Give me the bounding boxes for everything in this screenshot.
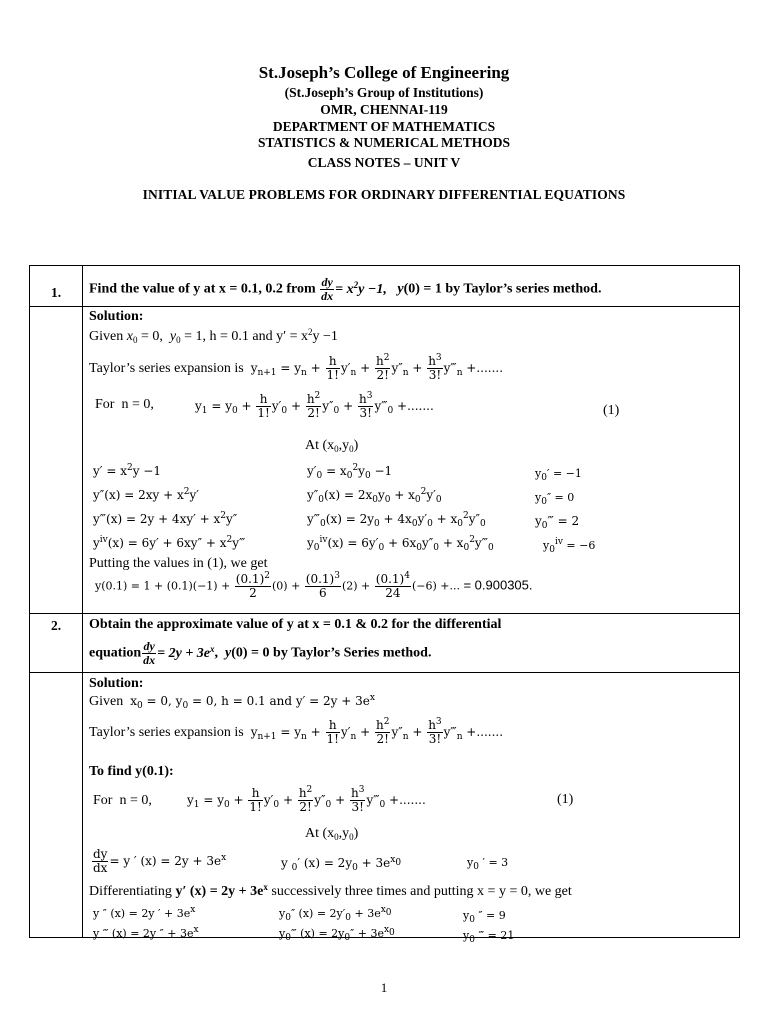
college-address: OMR, CHENNAI-119	[320, 102, 448, 117]
problem-1-question: Find the value of y at x = 0.1, 0.2 from $\frac{dy}{dx}$ = $x^2y -1$, y(0) = 1 by Taylor’s series method.	[83, 266, 740, 307]
problem-2-solution: Solution: Given $x_0 = 0$, $y_0 = 0$, h = 0.1 and $y' = 2y + 3e^x$ Taylor’s series expansion is $y_{n+1} = y_n$ + $\frac{h}{1!}$ $y'_n$ + $\frac{h^2}{2!}$ $y''_n$ + $\frac{h^3}{3!}$ $y‴_n$ +....... To find y(0.1): For n = 0, $y_1 = y_0$ + $\frac{h}{1!}$ $y'_0$ + $\frac{h^2}{2!}$ $y''_0$ + $\frac{h^3}{3!}$ $y‴_0$ +....... (1) At $(x_0,y_0)$ $\frac{dy}{dx}$ = y ′ $(x) = 2y + 3e^x$ y $_0$′ $(x) = 2y_0 + 3e^{x_0}$ $y_0$ ′ = 3 Differentiating y′ $(x) = 2y + 3e^x$ successively three times and putting x = y = 0, we get y ″ (x) = 2y ′ + $3e^x$ $y_0''$ $(x) = 2y'_0 + 3e^{x_0}$ $y_0$ ″ = 9 y ‴ (x) = 2y ″ + $3e^x$ $y_0‴$ $(x) = 2y_0'' + 3e^{x_0}$ $y_0$ ‴ = 21	[83, 673, 740, 938]
problems-table	[29, 265, 740, 945]
page-number: 1	[380, 980, 388, 995]
college-group: (St.Joseph’s Group of Institutions)	[284, 85, 484, 100]
problem-1-solution: Solution: Given $x_0 = 0$, $y_0 = 1$, h = 0.1 and $y' = x^2y -1$ Taylor’s series expansion is $y_{n+1} = y_n$ + $\frac{h}{1!}$ $y'_n$ + $\frac{h^2}{2!}$ $y''_n$ + $\frac{h^3}{3!}$ $y‴_n$ +....... For n = 0, $y_1 = y_0$ + $\frac{h}{1!}$ $y'_0$ + $\frac{h^2}{2!}$ $y''_0$ + $\frac{h^3}{3!}$ $y‴_0$ +....... (1) At $(x_0,y_0)$ $y' = x^2y -1$ $y'_0 = x_0^2y_0 -1$ $y_0' = -1$ $y''(x) = 2xy + x^2y'$ $y''_0(x) = 2x_0y_0 + x_0^2y'_0$ $y_0'' = 0$ y‴(x) = $2y + 4xy' + x^2y''$ $y‴_0(x) = 2y_0 + 4x_0y'_0 + x_0^2y''_0$ $y_0‴ = 2$ $y^{iv}(x) = 6y' + 6xy''$ + $x^2y‴$ $y_0^{iv}(x) = 6y'_0 + 6x_0y''_0$ + $x_0^2y‴_0$ $y_0^{iv} = -6$ Putting the values in (1), we get y(0.1) = 1 + (0.1)(−1) + $\frac{(0.1)^2}{2}$ (0) + $\frac{(0.1)^3}{6}$ (2) + $\frac{(0.1)^4}{24}$ (−6) +... = 0.900305.	[83, 307, 740, 614]
problem-2-number: 2.	[30, 614, 83, 673]
class-notes: CLASS NOTES – UNIT V	[307, 155, 461, 170]
college-name: St.Joseph’s College of Engineering	[258, 63, 510, 82]
department: DEPARTMENT OF MATHEMATICS	[272, 119, 496, 134]
problem-2-question: Obtain the approximate value of y at x = 0.1 & 0.2 for the differential equation $\frac{dy}{dx}$ = $2y + 3e^x$, y(0) = 0 by Taylor’s Series method.	[83, 614, 740, 673]
problem-1-number: 1.	[30, 266, 83, 307]
topic-title: INITIAL VALUE PROBLEMS FOR ORDINARY DIFFERENTIAL EQUATIONS	[142, 187, 626, 202]
subject: STATISTICS & NUMERICAL METHODS	[258, 135, 510, 150]
